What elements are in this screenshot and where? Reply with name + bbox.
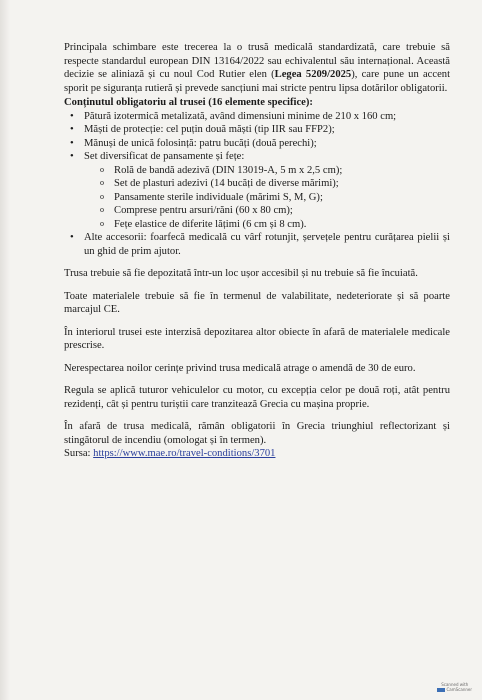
sub-list-item: o Pansamente sterile individuale (mărimi S, M, G); [84,191,450,205]
contents-list [64,110,450,259]
intro-text-end: ), care pune un accent sporit pe siguranța rutieră și prevede sancțiuni mai stricte pentru lipsa dotărilor obligatorii. [64,69,451,94]
list-item: • Pătură izotermică metalizată, având dimensiuni minime de 210 x 160 cm; [64,110,450,124]
camscanner-logo-icon [437,688,445,692]
law-reference: Legea 5209/2025 [274,69,352,80]
document-body [64,41,450,461]
list-item: • Măști de protecție: cel puțin două măști (tip IIR sau FFP2); [64,123,450,137]
paragraph-storage: Trusa trebuie să fie depozitată într-un loc ușor accesibil și nu trebuie să fie încuiată. [64,268,418,279]
paragraph-prohibition: În interiorul trusei este interzisă depozitarea altor obiecte în afară de materialele medicale prescrise. [64,326,450,351]
contents-heading: Conținutul obligatoriu al trusei (16 elemente specifice): [64,97,313,108]
scanner-line2-row [437,687,472,692]
paragraph-validity: Toate materialele trebuie să fie în termenul de valabilitate, nedeteriorate și să poarte marcajul CE. [64,290,450,315]
scanner-line1: Scanned with [441,682,469,687]
intro-paragraph [64,41,450,95]
list-item-dressings [64,150,450,231]
closing-paragraph: În afară de trusa medicală, rămân obligatorii în Grecia triunghiul reflectorizant și stingătorul de incendiu (omologat și în termen). [64,421,450,446]
list-item: • Alte accesorii: foarfecă medicală cu vârf rotunjit, șervețele pentru curățarea pielii și un ghid de prim ajutor. [64,231,450,258]
paragraph-fine: Nerespectarea noilor cerințe privind trusa medicală atrage o amendă de 30 de euro. [64,362,416,374]
source-label: Sursa: [64,448,94,459]
dressings-sublist [84,164,450,232]
scanner-watermark [437,682,472,692]
page-binding-shadow [0,0,10,700]
paragraph-scope: Regula se aplică tuturor vehiculelor cu motor, cu excepția celor pe două roți, atât pentru rezidenți, cât și pentru turiștii care tranzitează Grecia cu mașina proprie. [64,385,450,410]
list-item-label: Set diversificat de pansamente și fețe: [84,151,245,162]
sub-list-item: o Fețe elastice de diferite lățimi (6 cm și 8 cm). [84,218,450,232]
sub-list-item: o Comprese pentru arsuri/răni (60 x 80 cm); [84,204,450,218]
scanner-line2: CamScanner [446,687,472,692]
list-item: • Mănuși de unică folosință: patru bucăți (două perechi); [64,137,450,151]
sub-list-item: o Rolă de bandă adezivă (DIN 13019-A, 5 m x 2,5 cm); [84,164,450,178]
intro-text: Principala schimbare este trecerea la o trusă medicală standardizată, care trebuie să respecte standardul european DIN 13164/2022 sau echivalentul său internațional. Această decizie se aliniază și cu noul Cod Rutier elen ( [64,42,450,80]
sub-list-item: o Set de plasturi adezivi (14 bucăți de diverse mărimi); [84,177,450,191]
source-link[interactable]: https://www.mae.ro/travel-conditions/3701 [93,448,276,459]
source-line [64,447,450,461]
